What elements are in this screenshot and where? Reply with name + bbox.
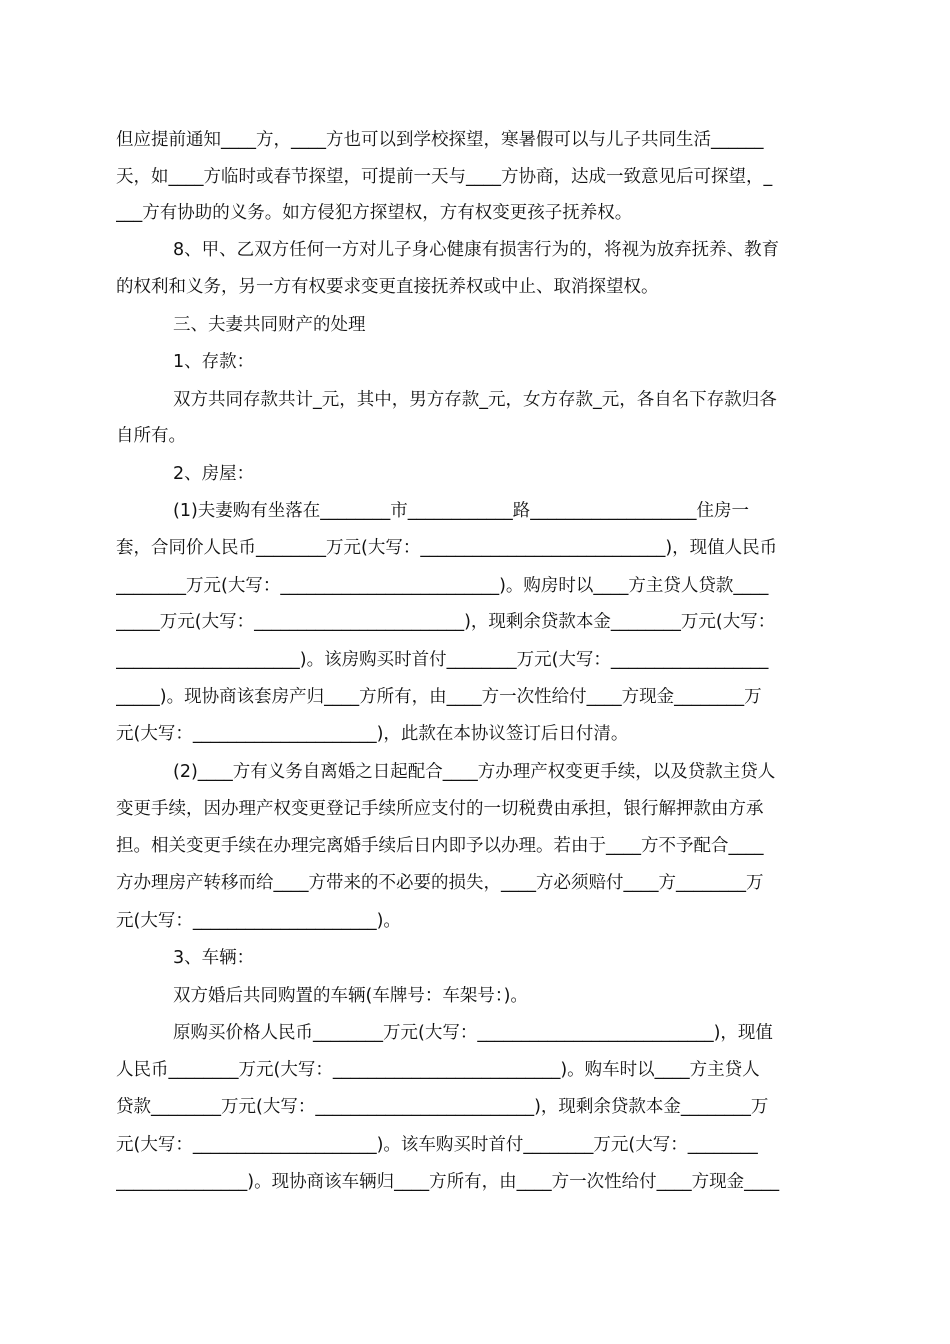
text-line: 8、甲、乙双方任何一方对儿子身心健康有损害行为的，将视为放弃抚养、教育 bbox=[173, 240, 780, 260]
text-line: 天，如____方临时或春节探望，可提前一天与____方协商，达成一致意见后可探望，_ bbox=[116, 167, 773, 187]
subsection-heading: 3、车辆： bbox=[173, 948, 255, 968]
text-line: 贷款________万元(大写：_________________________)，现剩余贷款本金________万 bbox=[116, 1097, 769, 1117]
text-line: _____万元(大写：________________________)，现剩余贷款本金________万元(大写： bbox=[116, 612, 776, 632]
text-line: 人民币________万元(大写：__________________________)。购车时以____方主贷人 bbox=[116, 1060, 760, 1080]
text-line: 变更手续，因办理产权变更登记手续所应支付的一切税费由承担，银行解押款由方承 bbox=[116, 799, 764, 819]
text-line: ________万元(大写：_________________________)。购房时以____方主贷人贷款____ bbox=[116, 576, 769, 596]
text-line: _____________________)。该房购买时首付________万元(大写：__________________ bbox=[116, 650, 769, 670]
text-line: 套，合同价人民币________万元(大写：____________________________)，现值人民币 bbox=[116, 538, 778, 558]
text-line: 自所有。 bbox=[116, 426, 186, 446]
text-line: 元(大写：_____________________)。该车购买时首付________万元(大写：________ bbox=[116, 1135, 758, 1155]
text-line: 的权利和义务，另一方有权要求变更直接抚养权或中止、取消探望权。 bbox=[116, 277, 659, 297]
text-line: (2)____方有义务自离婚之日起配合____方办理产权变更手续，以及贷款主贷人 bbox=[173, 762, 776, 782]
text-line: 担。相关变更手续在办理完离婚手续后日内即予以办理。若由于____方不予配合____ bbox=[116, 836, 764, 856]
text-line: _____)。现协商该套房产归____方所有，由____方一次性给付____方现金________万 bbox=[116, 687, 762, 707]
text-line: ___方有协助的义务。如方侵犯方探望权，方有权变更孩子抚养权。 bbox=[116, 203, 633, 223]
subsection-heading: 1、存款： bbox=[173, 352, 255, 372]
section-heading: 三、夫妻共同财产的处理 bbox=[173, 315, 366, 335]
text-line: (1)夫妻购有坐落在________市____________路___________________住房一 bbox=[173, 501, 750, 521]
text-line: 双方共同存款共计_元，其中，男方存款_元，女方存款_元，各自名下存款归各 bbox=[173, 390, 777, 410]
text-line: 原购买价格人民币________万元(大写：___________________________)，现值 bbox=[173, 1023, 773, 1043]
text-line: 方办理房产转移而给____方带来的不必要的损失，____方必须赔付____方________万 bbox=[116, 873, 764, 893]
text-line: 元(大写：_____________________)，此款在本协议签订后日付清。 bbox=[116, 724, 629, 744]
text-line: 双方婚后共同购置的车辆(车牌号：车架号：)。 bbox=[173, 986, 528, 1006]
text-line: _______________)。现协商该车辆归____方所有，由____方一次性给付____方现金____ bbox=[116, 1172, 780, 1192]
text-line: 元(大写：_____________________)。 bbox=[116, 911, 401, 931]
subsection-heading: 2、房屋： bbox=[173, 464, 255, 484]
text-line: 但应提前通知____方，____方也可以到学校探望，寒暑假可以与儿子共同生活______ bbox=[116, 130, 764, 150]
